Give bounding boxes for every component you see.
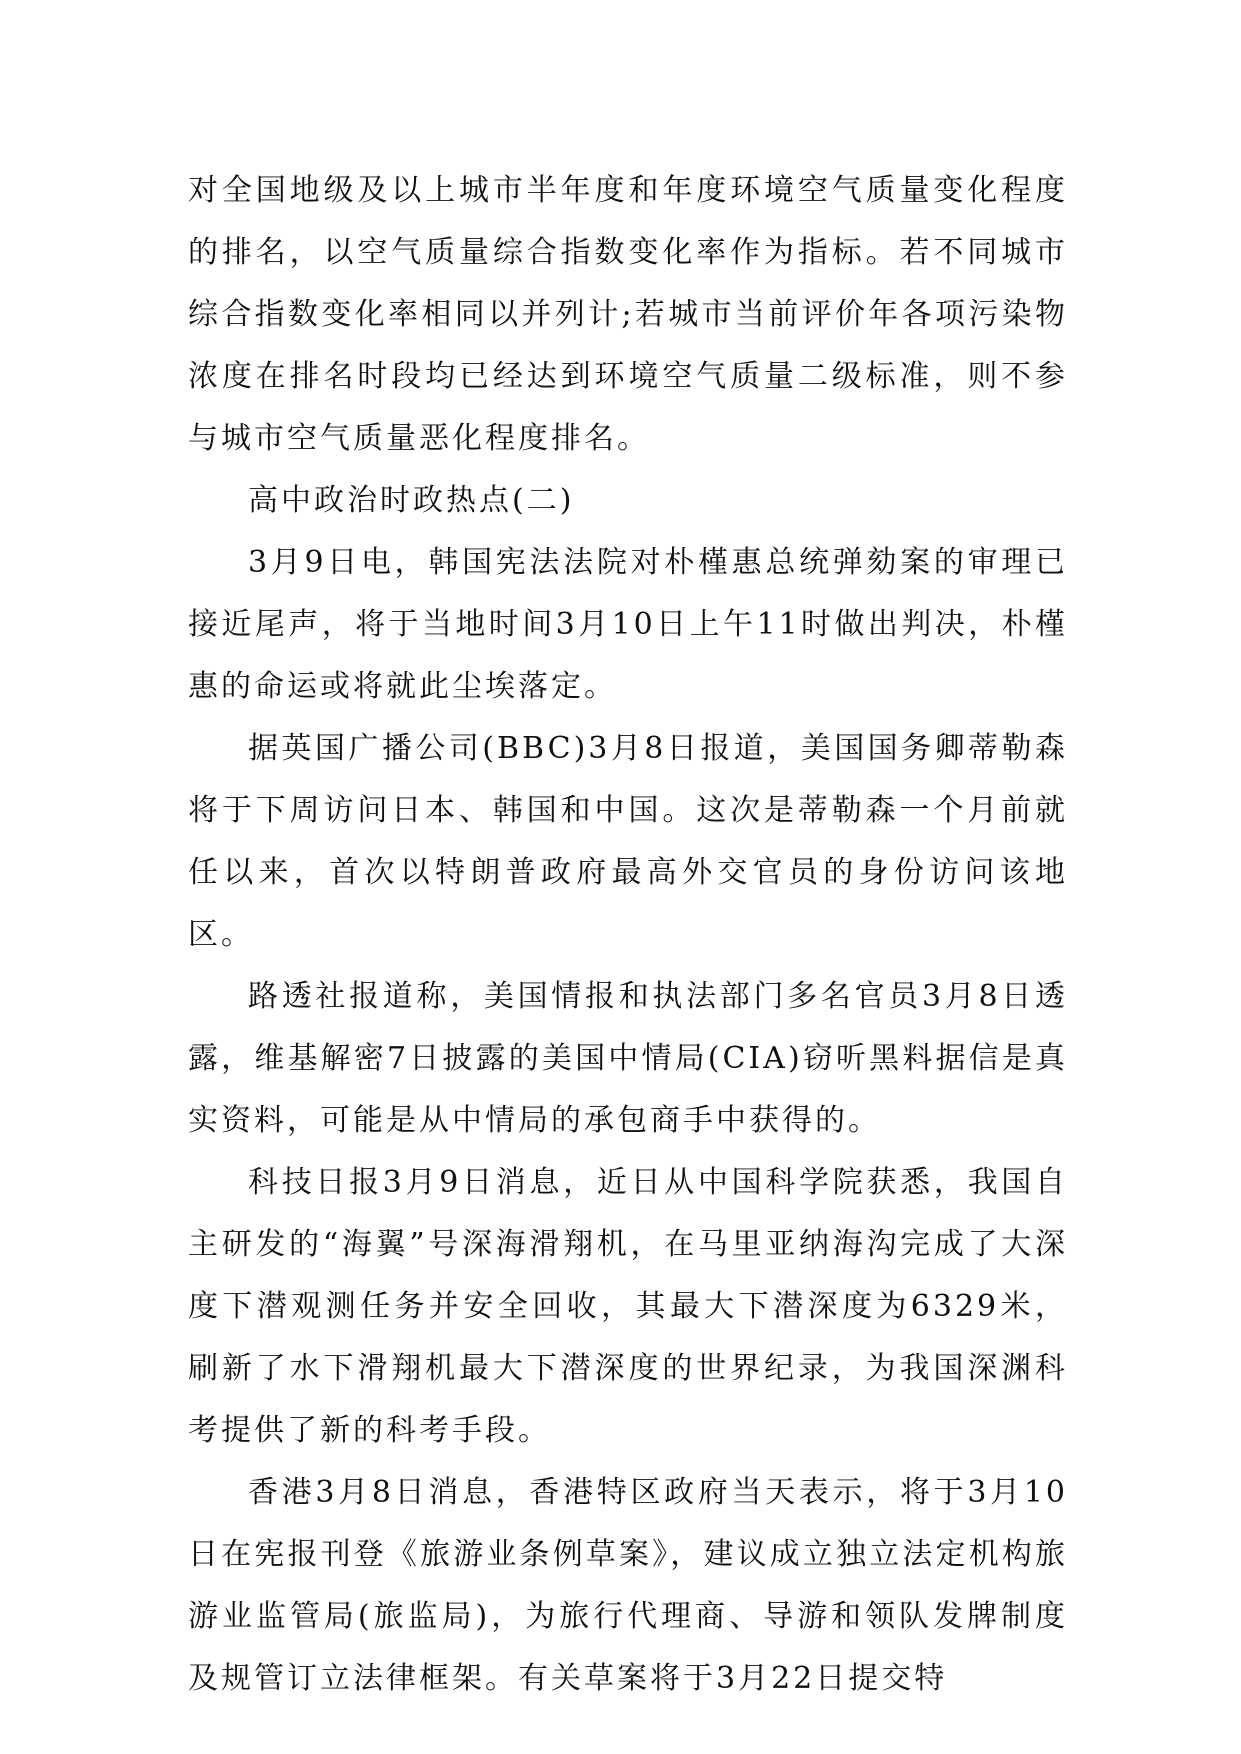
paragraph-korea-impeachment: 3月9日电，韩国宪法法院对朴槿惠总统弹劾案的审理已接近尾声，将于当地时间3月10日上午11时做出判决，朴槿惠的命运或将就此尘埃落定。 (188, 545, 1068, 704)
paragraph-wikileaks-cia: 路透社报道称，美国情报和执法部门多名官员3月8日透露，维基解密7日披露的美国中情局(CIA)窃听黑料据信是真实资料，可能是从中情局的承包商手中获得的。 (188, 979, 1068, 1138)
section-heading: 高中政治时政热点(二) (248, 483, 575, 518)
paragraph-air-quality-ranking: 对全国地级及以上城市半年度和年度环境空气质量变化程度的排名，以空气质量综合指数变化率作为指标。若不同城市综合指数变化率相同以并列计;若城市当前评价年各项污染物浓度在排名时段均已经达到环境空气质量二级标准，则不参与城市空气质量恶化程度排名。 (188, 173, 1068, 456)
paragraph-tillerson-visit: 据英国广播公司(BBC)3月8日报道，美国国务卿蒂勒森将于下周访问日本、韩国和中国。这次是蒂勒森一个月前就任以来，首次以特朗普政府最高外交官员的身份访问该地区。 (188, 731, 1068, 952)
document-body (188, 160, 1068, 1710)
paragraph-hongkong-tourism: 香港3月8日消息，香港特区政府当天表示，将于3月10日在宪报刊登《旅游业条例草案》，建议成立独立法定机构旅游业监管局(旅监局)，为旅行代理商、导游和领队发牌制度及规管订立法律框架。有关草案将于3月22日提交特 (188, 1475, 1068, 1696)
paragraph-haiyi-glider: 科技日报3月9日消息，近日从中国科学院获悉，我国自主研发的“海翼”号深海滑翔机，在马里亚纳海沟完成了大深度下潜观测任务并安全回收，其最大下潜深度为6329米，刷新了水下滑翔机最大下潜深度的世界纪录，为我国深渊科考提供了新的科考手段。 (188, 1165, 1068, 1448)
